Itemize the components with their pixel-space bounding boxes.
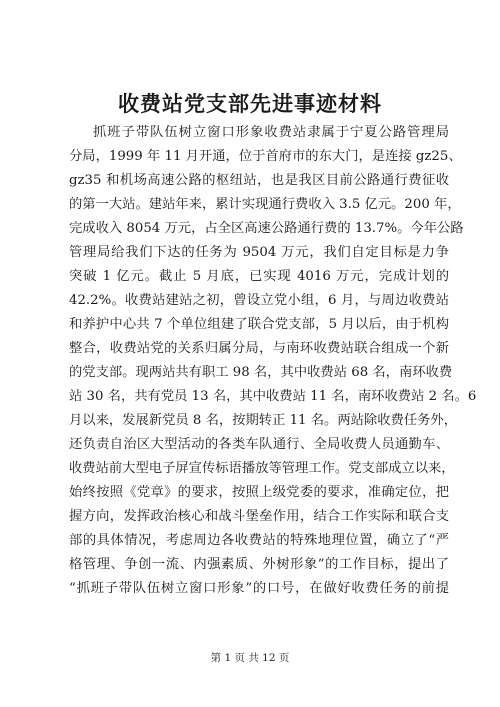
body-line: 还负责自治区大型活动的各类车队通行、全局收费人员通勤车、	[69, 437, 449, 452]
body-line: 整合，收费站党的关系归属分局，与南环收费站联合组成一个新	[69, 341, 449, 356]
page-number: 第 1 页 共 12 页	[210, 652, 290, 664]
body-line: 格管理、争创一流、内强素质、外树形象”的工作目标，提出了	[69, 557, 449, 572]
body-line: “抓班子带队伍树立窗口形象”的口号，在做好收费任务的前提	[69, 581, 449, 596]
body-line: 分局，1999 年 11 月开通，位于首府市的东大门，是连接 gz25、	[69, 149, 462, 164]
body-line: 收费站前大型电子屏宣传标语播放等管理工作。党支部成立以来，	[69, 461, 455, 476]
document-body	[0, 121, 500, 601]
document-title: 收费站党支部先进事迹材料	[118, 91, 382, 116]
body-line: 和养护中心共 7 个单位组建了联合党支部，5 月以后，由于机构	[69, 317, 449, 332]
body-line: 握方向，发挥政治核心和战斗堡垒作用，结合工作实际和联合支	[69, 509, 449, 524]
body-line: 抓班子带队伍树立窗口形象收费站隶属于宁夏公路管理局	[93, 125, 449, 140]
body-line: gz35 和机场高速公路的枢纽站，也是我区目前公路通行费征收	[69, 173, 449, 188]
body-line: 部的具体情况，考虑周边各收费站的特殊地理位置，确立了“严	[69, 533, 449, 548]
body-line: 站 30 名，共有党员 13 名，其中收费站 11 名，南环收费站 2 名。6	[69, 389, 477, 404]
body-line: 42.2%。收费站建站之初，曾设立党小组，6 月，与周边收费站	[69, 293, 449, 308]
body-line: 的第一大站。建站年来，累计实现通行费收入 3.5 亿元。200 年，	[69, 197, 461, 212]
body-line: 管理局给我们下达的任务为 9504 万元，我们自定目标是力争	[69, 245, 449, 260]
body-line: 月以来，发展新党员 8 名，按期转正 11 名。两站除收费任务外，	[69, 413, 458, 428]
body-line: 完成收入 8054 万元，占全区高速公路通行费的 13.7%。今年公路	[69, 221, 464, 236]
body-line: 突破 1 亿元。截止 5 月底，已实现 4016 万元，完成计划的	[69, 269, 449, 284]
body-line: 始终按照《党章》的要求，按照上级党委的要求，准确定位，把	[69, 485, 449, 500]
body-line: 的党支部。现两站共有职工 98 名，其中收费站 68 名，南环收费	[69, 365, 453, 380]
